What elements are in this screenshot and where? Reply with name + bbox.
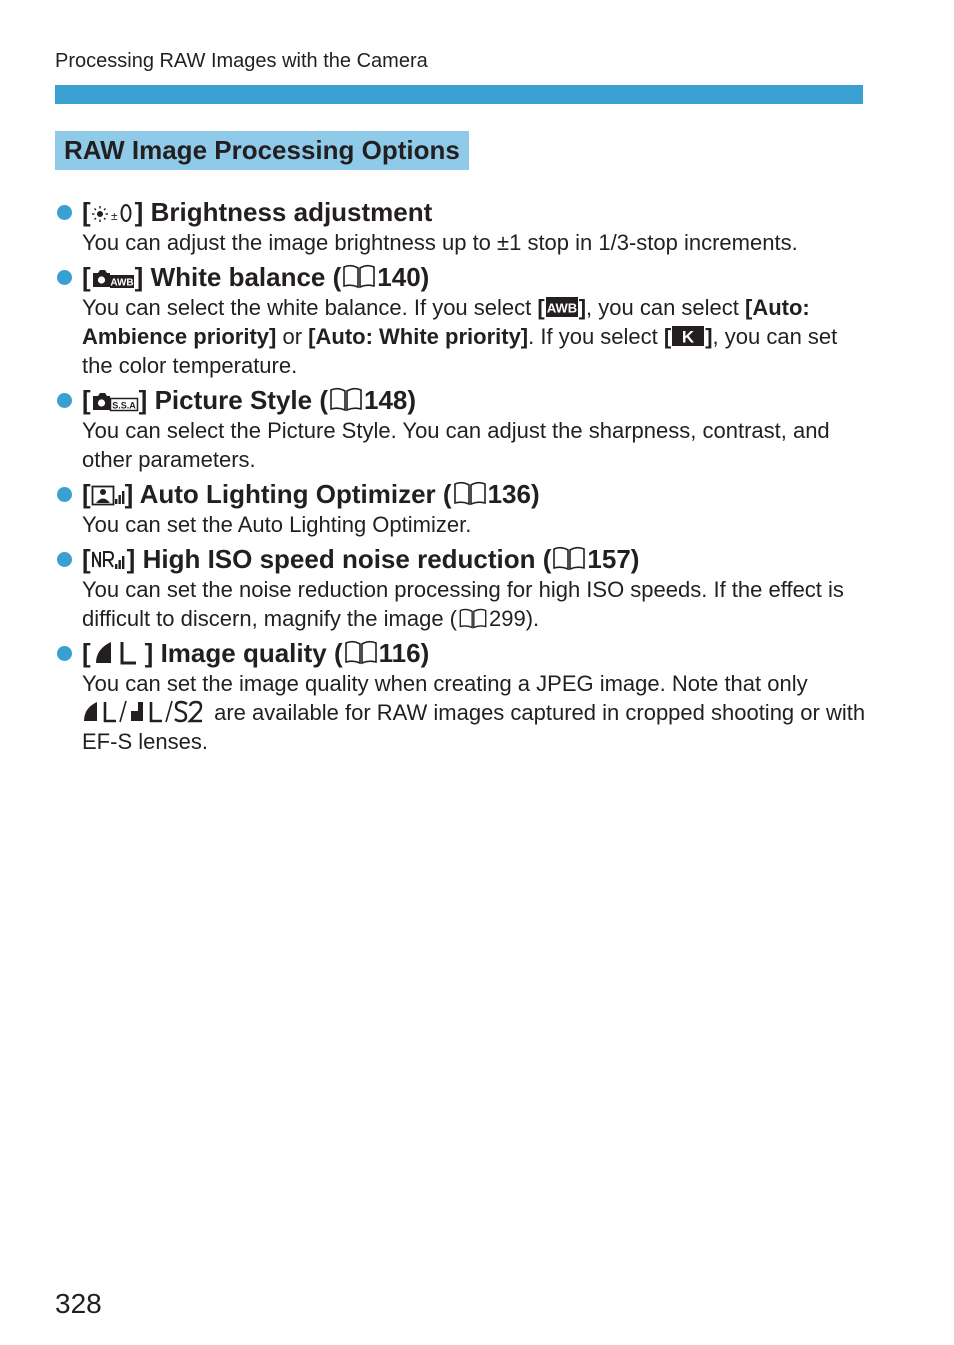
option-title: High ISO speed noise reduction (: [142, 544, 552, 574]
book-icon: [453, 481, 487, 507]
bracket-close: ]: [126, 544, 136, 574]
option-heading: [55, 637, 870, 669]
option-heading: [55, 543, 870, 575]
option-high-iso-noise-reduction: [55, 543, 870, 633]
option-description: You can set the Auto Lighting Optimizer.: [82, 512, 472, 537]
auto-lighting-optimizer-icon: [91, 482, 125, 506]
option-picture-style: [55, 384, 870, 474]
option-auto-lighting-optimizer: [55, 478, 870, 539]
description-text: . If you select: [528, 324, 664, 349]
option-description: [55, 575, 870, 633]
svg-text:AWB: AWB: [110, 277, 134, 289]
description-text: , you can select: [586, 295, 746, 320]
description-text: , you can set the color temperature.: [82, 324, 838, 378]
option-heading: [55, 261, 870, 293]
description-text: or: [276, 324, 309, 349]
option-title: Picture Style (: [154, 385, 328, 415]
page-reference: 157): [587, 544, 640, 574]
bracket-close: ]: [705, 324, 713, 349]
svg-text:K: K: [682, 327, 695, 347]
bullet-icon: [57, 205, 72, 220]
page-reference: 116): [378, 638, 430, 668]
page-number: 328: [55, 1288, 102, 1319]
camera-white-balance-icon: [91, 265, 135, 289]
bracket-open: [: [82, 262, 91, 292]
page-reference: 299).: [489, 606, 540, 631]
brightness-icon: [91, 200, 135, 224]
page-reference: 148): [363, 385, 417, 415]
option-title: Brightness adjustment: [150, 197, 433, 227]
option-white-balance: [55, 261, 870, 380]
bracket-close: ]: [134, 197, 144, 227]
section-title: RAW Image Processing Options: [55, 131, 469, 170]
bracket-close: ]: [578, 295, 587, 320]
bullet-icon: [57, 646, 72, 661]
description-text: You can select the white balance. If you select: [82, 295, 538, 320]
option-heading: [55, 196, 870, 228]
book-icon: [552, 546, 586, 572]
option-brightness: [55, 196, 870, 257]
bracket-open: [: [82, 479, 91, 509]
bullet-icon: [57, 487, 72, 502]
bracket-open: [: [82, 544, 91, 574]
description-text: You can set the noise reduction processing for high ISO speeds. If the effect is difficult to discern, magnify the image (: [82, 577, 844, 631]
bracket-open: [: [663, 324, 672, 349]
option-image-quality: [55, 637, 870, 756]
option-auto-white-priority: [Auto: White priority]: [308, 324, 529, 349]
book-icon: [342, 264, 376, 290]
svg-text:S.S.A: S.S.A: [111, 400, 136, 411]
camera-picture-style-icon: [91, 388, 139, 412]
option-description: [55, 669, 870, 756]
book-icon: [329, 387, 363, 413]
fine-large-normal-large-s2-icon: [82, 699, 208, 723]
bracket-close: ]: [134, 262, 144, 292]
bracket-open: [: [537, 295, 545, 320]
option-title: Auto Lighting Optimizer (: [139, 479, 452, 509]
description-text: You can set the image quality when creating a JPEG image. Note that only: [82, 671, 808, 696]
bracket-open: [: [82, 638, 91, 668]
image-quality-fine-large-icon: [91, 639, 145, 665]
option-description: You can adjust the image brightness up to ±1 stop in 1/3-stop increments.: [82, 230, 798, 255]
option-description: [55, 293, 870, 380]
header-bar: [55, 85, 863, 104]
option-title: Image quality (: [160, 638, 343, 668]
option-title: White balance (: [150, 262, 342, 292]
kelvin-icon: [671, 325, 705, 347]
bracket-close: ]: [144, 638, 154, 668]
svg-text:AWB: AWB: [546, 300, 577, 316]
bullet-icon: [57, 270, 72, 285]
options-list: [55, 196, 870, 760]
option-auto-ambience-priority: [Auto: Ambience priority]: [82, 295, 810, 349]
book-icon: [344, 640, 378, 666]
bullet-icon: [57, 393, 72, 408]
running-head: Processing RAW Images with the Camera: [55, 50, 428, 72]
option-description: You can select the Picture Style. You can adjust the sharpness, contrast, and other parameters.: [82, 418, 830, 472]
bracket-open: [: [82, 197, 91, 227]
option-heading: [55, 384, 870, 416]
noise-reduction-icon: [91, 547, 127, 571]
awb-icon: [545, 296, 579, 318]
page-reference: 136): [487, 479, 540, 509]
bracket-close: ]: [124, 479, 134, 509]
option-heading: [55, 478, 870, 510]
bracket-open: [: [82, 385, 91, 415]
description-text: are available for RAW images captured in cropped shooting or with EF-S lenses.: [82, 700, 866, 754]
svg-text:±: ±: [110, 209, 118, 223]
book-icon: [458, 608, 488, 630]
bullet-icon: [57, 552, 72, 567]
page-reference: 140): [377, 262, 430, 292]
bracket-close: ]: [138, 385, 148, 415]
